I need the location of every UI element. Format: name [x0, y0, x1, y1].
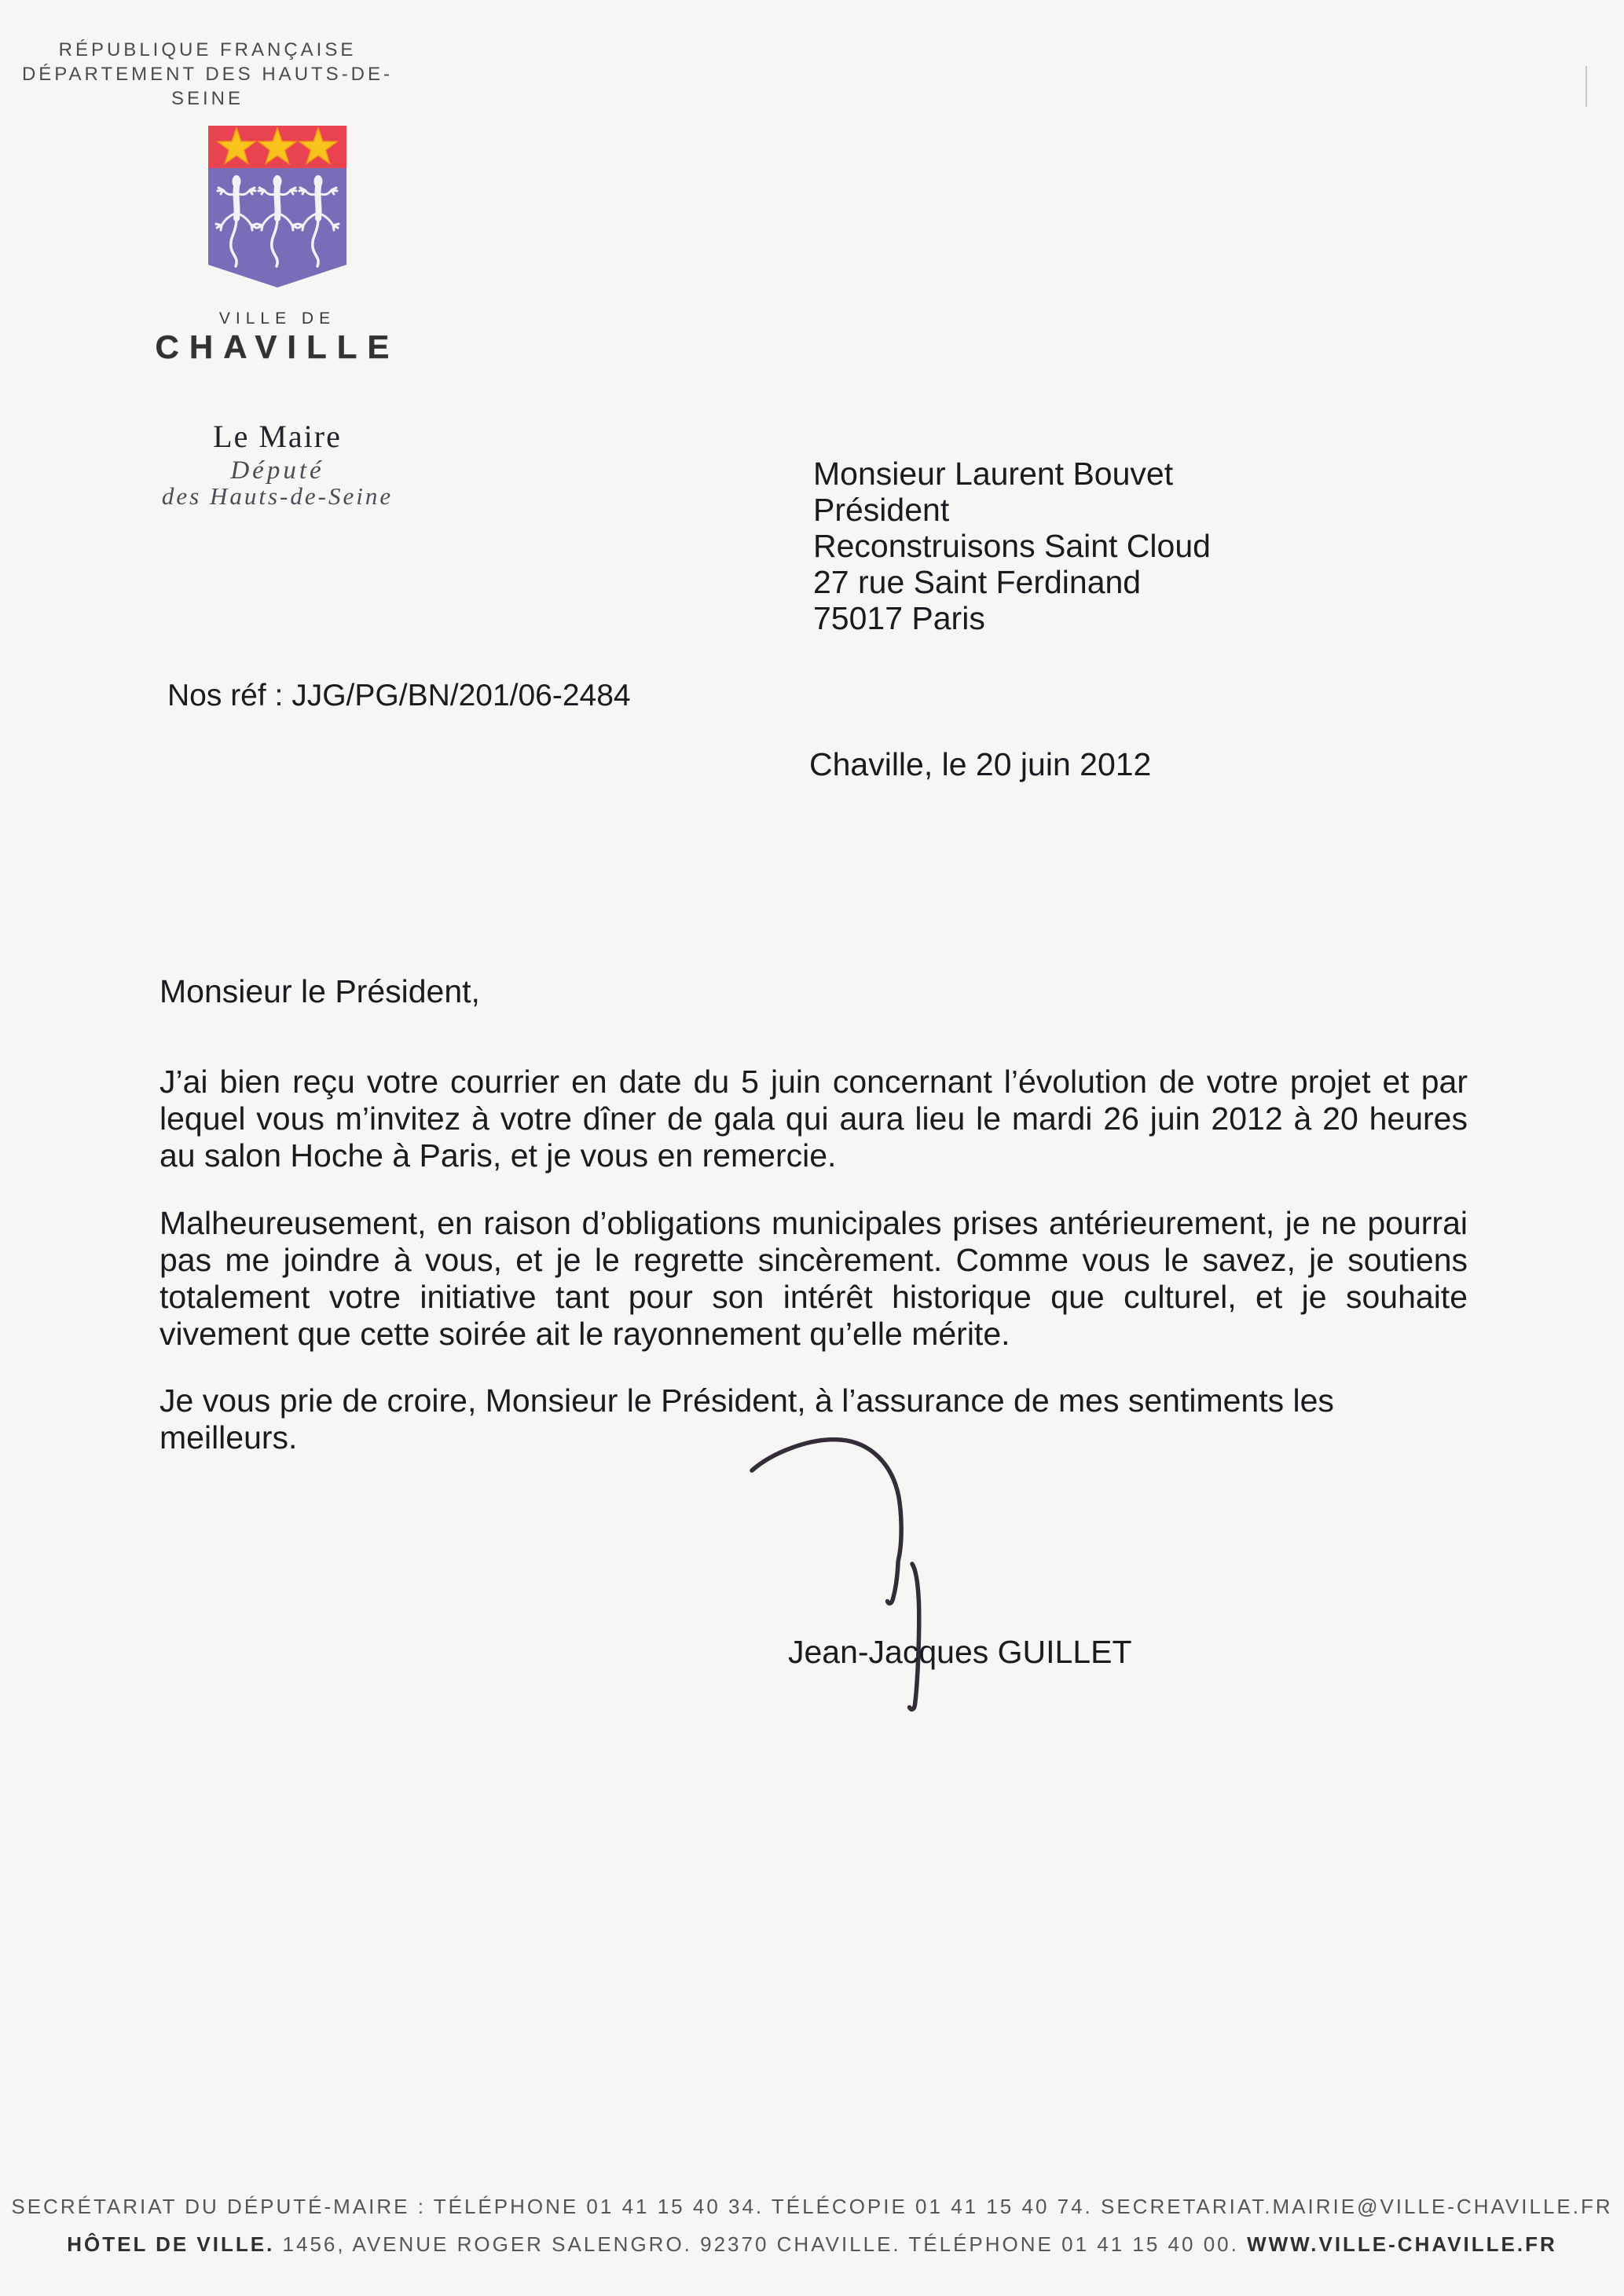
footer-hotel-de-ville-line [0, 2232, 1624, 2257]
footer-address-phone: 1456, AVENUE ROGER SALENGRO. 92370 CHAVILLE. TÉLÉPHONE 01 41 15 40 00. [274, 2232, 1248, 2256]
reference-line: Nos réf : JJG/PG/BN/201/06-2484 [167, 679, 631, 712]
republic-line: RÉPUBLIQUE FRANÇAISE [58, 39, 357, 60]
footer-website: WWW.VILLE-CHAVILLE.FR [1247, 2232, 1557, 2256]
salutation: Monsieur le Président, [159, 973, 480, 1009]
sender-subtitle-depute: Député [230, 456, 324, 485]
sender-subtitle-hauts-de-seine: des Hauts-de-Seine [161, 482, 394, 510]
city-name: CHAVILLE [155, 328, 400, 365]
handwritten-signature [707, 1430, 959, 1728]
recipient-organization: Reconstruisons Saint Cloud [813, 528, 1211, 564]
scan-artifact-line [1586, 66, 1587, 107]
recipient-street: 27 rue Saint Ferdinand [813, 564, 1142, 600]
body-paragraph-1: J’ai bien reçu votre courrier en date du 5 juin concernant l’évolution de votre projet et par lequel vous m’invitez à votre dîner de gala qui aura lieu le mardi 26 juin 2012 à 20 heures au salon Hoche à Paris, et je vous en remercie. [159, 1064, 1468, 1174]
recipient-role: Président [813, 492, 950, 528]
department-line: DÉPARTEMENT DES HAUTS-DE-SEINE [21, 64, 394, 109]
signatory-name: Jean-Jacques GUILLET [788, 1634, 1132, 1670]
footer-secretariat-line: SECRÉTARIAT DU DÉPUTÉ-MAIRE : TÉLÉPHONE 01 41 15 40 34. TÉLÉCOPIE 01 41 15 40 74. SECRETARIAT.MAIRIE@VILLE-CHAVILLE.FR [11, 2195, 1613, 2218]
date-line: Chaville, le 20 juin 2012 [809, 746, 1152, 782]
recipient-name: Monsieur Laurent Bouvet [813, 456, 1174, 492]
ville-de-label: VILLE DE [218, 309, 336, 328]
recipient-city: 75017 Paris [813, 600, 985, 636]
chaville-coat-of-arms-icon [207, 124, 348, 289]
footer-hotel-de-ville-label: HÔTEL DE VILLE. [67, 2232, 275, 2256]
sender-title: Le Maire [213, 419, 342, 454]
recipient-address-block [813, 456, 1211, 636]
letterhead-republic-block [0, 38, 415, 111]
body-paragraph-2: Malheureusement, en raison d’obligations municipales prises antérieurement, je ne pourrai pas me joindre à vous, et je le regrette sincèrement. Comme vous le savez, je soutiens totalement votre initiative tant pour son intérêt historique que culturel, et je souhaite vivement que cette soirée ait le rayonnement qu’elle mérite. [159, 1205, 1468, 1352]
closing-formula: Je vous prie de croire, Monsieur le Président, à l’assurance de mes sentiments les meilleurs. [159, 1382, 1334, 1456]
